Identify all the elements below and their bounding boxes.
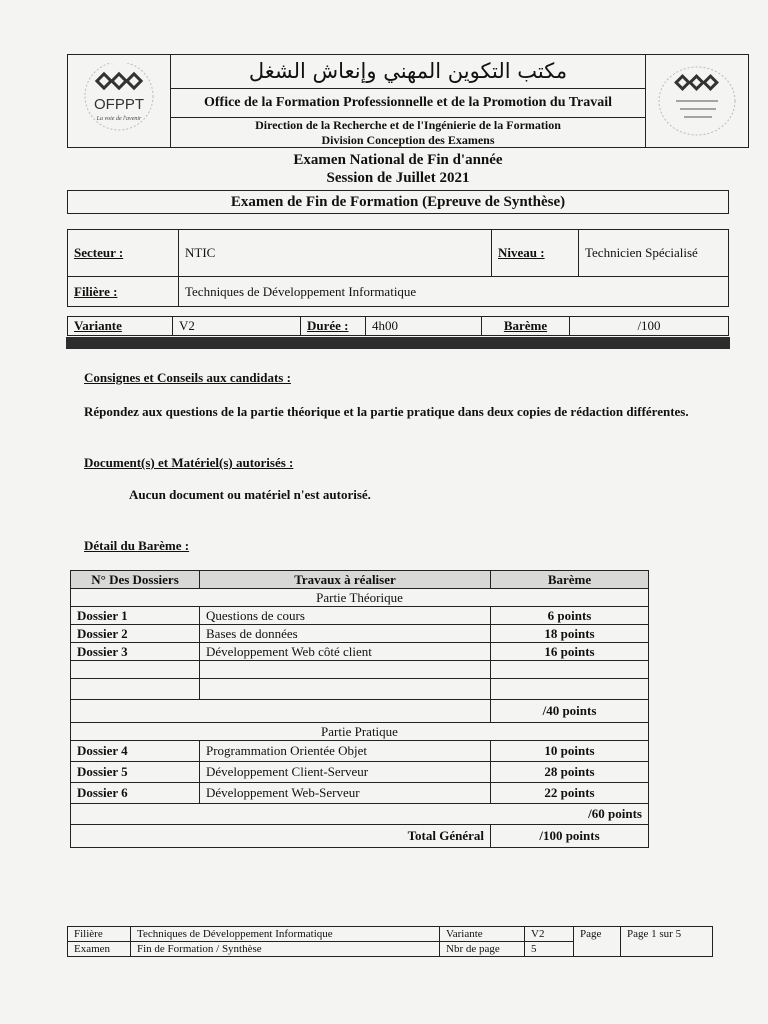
secteur-label: Secteur : xyxy=(68,230,179,277)
dossier-cell: Dossier 6 xyxy=(71,783,200,804)
variante-label: Variante xyxy=(68,317,173,336)
dossier-cell: Dossier 2 xyxy=(71,625,200,643)
bareme-table xyxy=(70,570,649,848)
travaux-cell: Développement Client-Serveur xyxy=(200,762,491,783)
dossier-cell: Dossier 4 xyxy=(71,741,200,762)
exam-national-title: Examen National de Fin d'année xyxy=(293,152,503,168)
points-cell: 22 points xyxy=(491,783,649,804)
division-name: Division Conception des Examens xyxy=(321,133,495,147)
office-name: Office de la Formation Professionnelle et de la Promotion du Travail xyxy=(171,89,645,118)
consignes-heading: Consignes et Conseils aux candidats : xyxy=(84,370,291,385)
footer-examen-value: Fin de Formation / Synthèse xyxy=(131,942,440,957)
header-box xyxy=(67,54,749,148)
duree-label: Durée : xyxy=(301,317,366,336)
bareme-col-header: Travaux à réaliser xyxy=(200,571,491,589)
travaux-cell: Programmation Orientée Objet xyxy=(200,741,491,762)
footer-table xyxy=(67,926,713,957)
subtotal-spacer xyxy=(71,700,491,723)
table-row xyxy=(71,643,649,661)
points-cell: 10 points xyxy=(491,741,649,762)
points-cell: 16 points xyxy=(491,643,649,661)
filiere-label: Filière : xyxy=(68,277,179,307)
exam-type-title: Examen de Fin de Formation (Epreuve de Synthèse) xyxy=(67,190,729,214)
consignes-text: Répondez aux questions de la partie théorique et la partie pratique dans deux copies de rédaction différentes. xyxy=(84,404,689,419)
footer-page-value: Page 1 sur 5 xyxy=(621,927,713,957)
footer-page-label: Page xyxy=(574,927,621,957)
exam-session-title: Session de Juillet 2021 xyxy=(326,170,470,186)
footer-filiere-value: Techniques de Développement Informatique xyxy=(131,927,440,942)
footer-variante-label: Variante xyxy=(440,927,525,942)
section-pratique: Partie Pratique xyxy=(71,723,649,741)
bareme-col-header: Barème xyxy=(491,571,649,589)
duree-value: 4h00 xyxy=(366,317,482,336)
general-total: /100 points xyxy=(491,825,649,848)
variant-table xyxy=(67,316,729,336)
variante-value: V2 xyxy=(173,317,301,336)
travaux-cell: Bases de données xyxy=(200,625,491,643)
direction-name: Direction de la Recherche et de l'Ingénierie de la Formation xyxy=(255,118,561,132)
logo-left-cell xyxy=(68,55,171,147)
arabic-title: مكتب التكوين المهني وإنعاش الشغل xyxy=(171,55,645,89)
filiere-value: Techniques de Développement Informatique xyxy=(179,277,729,307)
dossier-cell: Dossier 1 xyxy=(71,607,200,625)
table-row xyxy=(71,607,649,625)
table-row xyxy=(71,625,649,643)
points-cell: 6 points xyxy=(491,607,649,625)
bareme-heading: Détail du Barème : xyxy=(84,538,190,553)
logo-right-cell xyxy=(645,55,748,147)
footer-nbr-value: 5 xyxy=(525,942,574,957)
separator-bar xyxy=(66,337,730,349)
bareme-col-header: N° Des Dossiers xyxy=(71,571,200,589)
bareme-label: Barème xyxy=(482,317,570,336)
documents-text: Aucun document ou matériel n'est autorisé. xyxy=(129,487,371,502)
travaux-cell: Développement Web-Serveur xyxy=(200,783,491,804)
direction-block xyxy=(171,118,645,148)
documents-heading: Document(s) et Matériel(s) autorisés : xyxy=(84,455,294,470)
ofppt-logo xyxy=(80,63,158,137)
empty-row xyxy=(71,679,649,700)
general-label: Total Général xyxy=(71,825,491,848)
ofppt-seal-logo xyxy=(656,65,738,137)
info-table xyxy=(67,229,729,307)
theorique-total: /40 points xyxy=(491,700,649,723)
travaux-cell: Questions de cours xyxy=(200,607,491,625)
dossier-cell: Dossier 5 xyxy=(71,762,200,783)
footer-nbr-label: Nbr de page xyxy=(440,942,525,957)
empty-row xyxy=(71,661,649,679)
footer-variante-value: V2 xyxy=(525,927,574,942)
points-cell: 28 points xyxy=(491,762,649,783)
section-theorique: Partie Théorique xyxy=(71,589,649,607)
points-cell: 18 points xyxy=(491,625,649,643)
niveau-label: Niveau : xyxy=(492,230,579,277)
logo-left-tagline: La voie de l'avenir xyxy=(96,116,142,122)
travaux-cell: Développement Web côté client xyxy=(200,643,491,661)
pratique-total: /60 points xyxy=(71,804,649,825)
table-row xyxy=(71,762,649,783)
bareme-value: /100 xyxy=(570,317,729,336)
table-row xyxy=(71,741,649,762)
dossier-cell: Dossier 3 xyxy=(71,643,200,661)
secteur-value: NTIC xyxy=(179,230,492,277)
niveau-value: Technicien Spécialisé xyxy=(579,230,729,277)
table-row xyxy=(71,783,649,804)
footer-filiere-label: Filière xyxy=(68,927,131,942)
logo-left-text: OFPPT xyxy=(93,96,145,113)
footer-examen-label: Examen xyxy=(68,942,131,957)
